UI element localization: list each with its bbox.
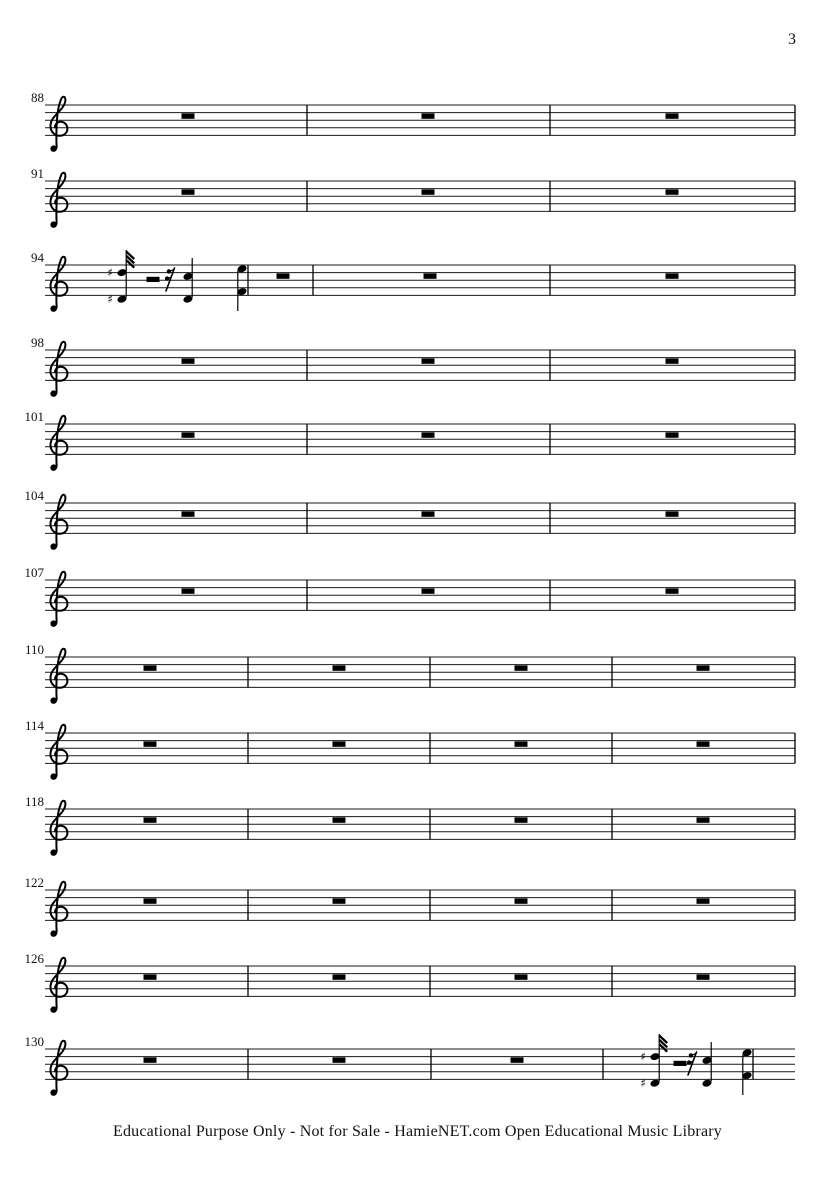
staff-system-110 [25,642,795,704]
whole-rest [182,511,195,516]
whole-rest [515,898,528,903]
measure-number: 88 [31,90,44,105]
whole-rest [511,1057,524,1062]
staff-system-101 [25,409,796,471]
measure-number: 98 [31,335,44,350]
staff-system-104 [25,488,796,550]
whole-rest [697,665,710,670]
whole-rest [422,588,435,593]
clef-ball [50,849,56,855]
whole-rest [515,665,528,670]
whole-rest [422,511,435,516]
whole-rest [182,113,195,118]
whole-rest [144,1057,157,1062]
measure-number: 130 [24,1034,44,1049]
clef-ball [50,697,56,703]
staff-system-122 [25,875,796,937]
whole-rest [333,665,346,670]
whole-rest [697,898,710,903]
staff-system-88 [31,90,795,152]
whole-rest [333,741,346,746]
staff-system-126 [25,951,796,1013]
measure-number: 91 [31,166,44,181]
clef-ball [50,221,56,227]
whole-rest [144,741,157,746]
clef-ball [50,1089,56,1095]
measure-number: 94 [31,250,44,265]
sharp-accidental-icon: ♯ [640,1049,646,1064]
clef-ball [50,930,56,936]
whole-rest [422,189,435,194]
whole-rest [277,273,290,278]
whole-rest [697,974,710,979]
sharp-accidental-icon: ♯ [107,265,113,280]
clef-ball [50,620,56,626]
whole-rest [666,511,679,516]
half-rest [147,277,160,282]
whole-rest [424,273,437,278]
whole-rest [422,432,435,437]
note-chord [640,1034,667,1090]
measure-number: 101 [24,409,44,424]
whole-rest [144,665,157,670]
measure-number: 110 [24,642,44,657]
whole-rest [144,898,157,903]
whole-rest [697,817,710,822]
whole-rest [144,974,157,979]
whole-rest [666,189,679,194]
staff-system-130 [25,1034,796,1096]
whole-rest [515,817,528,822]
whole-rest [333,974,346,979]
whole-rest [333,817,346,822]
clef-ball [50,1006,56,1012]
whole-rest [182,189,195,194]
staff-system-114 [25,718,795,780]
staff-system-91 [31,166,795,228]
clef-ball [50,543,56,549]
whole-rest [697,741,710,746]
whole-rest [666,113,679,118]
staff-system-98 [31,335,795,397]
clef-ball [50,145,56,151]
whole-rest [515,741,528,746]
page-number: 3 [788,31,796,48]
staff-system-94 [31,250,795,312]
whole-rest [515,974,528,979]
whole-rest [333,1057,346,1062]
half-rest [674,1061,687,1066]
whole-rest [666,358,679,363]
measure-number: 104 [24,488,44,503]
whole-rest [666,273,679,278]
clef-ball [50,464,56,470]
whole-rest [182,358,195,363]
whole-rest [666,432,679,437]
clef-ball [50,305,56,311]
measure-number: 107 [24,565,44,580]
whole-rest [144,817,157,822]
measure-number: 126 [24,951,44,966]
sharp-accidental-icon: ♯ [640,1076,646,1091]
staff-system-118 [25,794,795,856]
whole-rest [333,898,346,903]
sharp-accidental-icon: ♯ [107,292,113,307]
whole-rest [182,432,195,437]
whole-rest [182,588,195,593]
clef-ball [50,390,56,396]
measure-number: 114 [24,718,44,733]
whole-rest [422,358,435,363]
clef-ball [50,773,56,779]
whole-rest [422,113,435,118]
measure-number: 118 [24,794,44,809]
footer-text: Educational Purpose Only - Not for Sale - HamieNET.com Open Educational Music Library [113,1123,722,1140]
whole-rest [666,588,679,593]
staff-system-107 [25,565,796,627]
note-chord [107,250,134,306]
measure-number: 122 [24,875,44,890]
